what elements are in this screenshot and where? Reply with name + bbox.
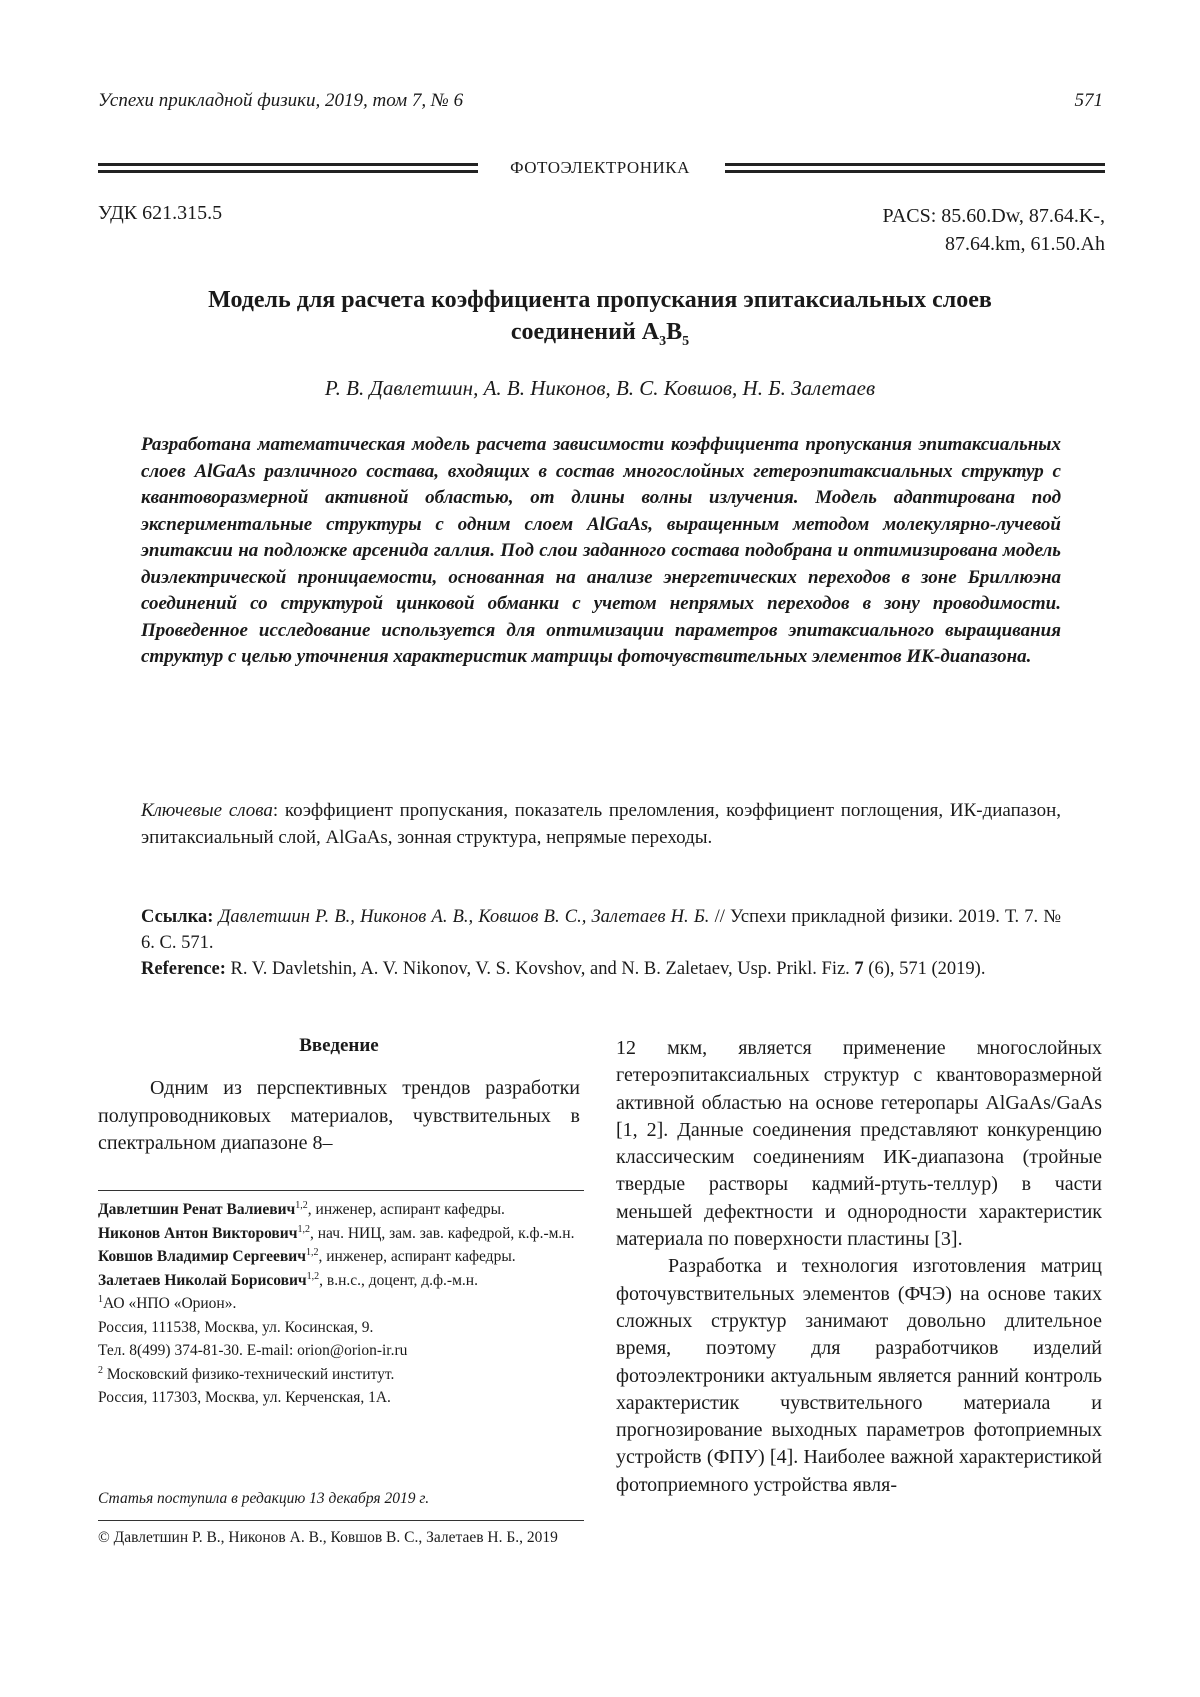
footnote-author-3 xyxy=(98,1245,584,1269)
intro-col2-paragraph-2: Разработка и технология изготовления матриц фоточувствительных элементов (ФЧЭ) на основе таких сложных структур занимают довольно длительное время, поэтому для разработчиков изделий фотоэлектроники актуальным является ранний контроль характеристик чувствительного материала и прогнозирование выходных параметров фотоприемных устройств (ФПУ) [4]. Наиболее важной характеристикой фотоприемного устройства явля- xyxy=(616,1255,1102,1496)
citation-en-text: R. V. Davletshin, A. V. Nikonov, V. S. Kovshov, and N. B. Zaletaev, Usp. Prikl. Fiz. xyxy=(230,959,850,979)
pacs-line-1: PACS: 85.60.Dw, 87.64.K-, xyxy=(882,205,1105,227)
citation-en-volume: 7 xyxy=(854,959,864,979)
title-line-1: Модель для расчета коэффициента пропускания эпитаксиальных слоев xyxy=(208,287,992,313)
footnote-author-2-name: Никонов Антон Викторович xyxy=(98,1224,298,1242)
intro-col2-paragraph-1: 12 мкм, является применение многослойных гетероэпитаксиальных структур с квантоворазмерной активной областью на основе гетеропары AlGaAs/GaAs [1, 2]. Данные соединения представляют конкуренцию классическим соединениям ИК-диапазона (тройные твердые растворы кадмий-ртуть-теллур) в части меньшей дефектности и однородности характеристик материала по поверхности пластины [3]. xyxy=(616,1037,1102,1251)
keywords-label: Ключевые слова xyxy=(141,800,273,821)
citation-en-label: Reference: xyxy=(141,959,226,979)
footnote-author-4-name: Залетаев Николай Борисович xyxy=(98,1271,307,1289)
section-title: ФОТОЭЛЕКТРОНИКА xyxy=(510,158,690,177)
footnote-author-3-text: , инженер, аспирант кафедры. xyxy=(318,1248,516,1265)
footnote-author-4-sup: 1,2 xyxy=(306,1270,320,1282)
footnote-org-2-address: Россия, 117303, Москва, ул. Керченская, 1А. xyxy=(98,1389,391,1406)
udk-code: УДК 621.315.5 xyxy=(98,202,223,224)
citation-ru xyxy=(141,904,1061,956)
footnote-author-4 xyxy=(98,1269,584,1293)
abstract: Разработана математическая модель расчета зависимости коэффициента пропускания эпитаксиальных слоев AlGaAs различного состава, входящих в состав многослойных гетероэпитаксиальных структур с квантоворазмерной активной областью, от длины волны излучения. Модель адаптирована под экспериментальные структуры с одним слоем AlGaAs, выращенным методом молекулярно-лучевой эпитаксии на подложке арсенида галлия. Под слои заданного состава подобрана и оптимизирована модель диэлектрической проницаемости, основанная на анализе энергетических переходов в зоне Бриллюэна соединений со структурой цинковой обманки с учетом непрямых переходов в зону проводимости. Проведенное исследование используется для оптимизации параметров эпитаксиального выращивания структур с целью уточнения характеристик матрицы фоточувствительных элементов ИК-диапазона. xyxy=(141,434,1061,667)
footnote-author-1-sup: 1,2 xyxy=(295,1199,308,1211)
author-footnotes xyxy=(98,1198,584,1410)
footnote-org-1-contact: Тел. 8(499) 374-81-30. E-mail: orion@orion-ir.ru xyxy=(98,1342,408,1359)
intro-col1-paragraph: Одним из перспективных трендов разработки полупроводниковых материалов, чувствительных в спектральном диапазоне 8– xyxy=(98,1077,580,1154)
footnote-rule xyxy=(98,1190,584,1191)
copyright: © Давлетшин Р. В., Никонов А. В., Ковшов В. С., Залетаев Н. Б., 2019 xyxy=(98,1529,558,1546)
received-date: Статья поступила в редакцию 13 декабря 2019 г. xyxy=(98,1490,430,1507)
pacs-line-2: 87.64.km, 61.50.Ah xyxy=(945,233,1105,255)
title-line-2 xyxy=(100,316,1100,348)
keywords-text: : коэффициент пропускания, показатель преломления, коэффициент поглощения, ИК-диапазон, эпитаксиальный слой, AlGaAs, зонная структура, непрямые переходы. xyxy=(141,800,1061,848)
title-line-2-mid: B xyxy=(666,319,683,345)
footnote-author-4-text: , в.н.с., доцент, д.ф.-м.н. xyxy=(319,1271,478,1289)
footnote-org-2-name: Московский физико-технический институт. xyxy=(103,1365,395,1383)
footnote-author-2-text: , нач. НИЦ, зам. зав. кафедрой, к.ф.-м.н. xyxy=(309,1224,575,1242)
paper-title xyxy=(100,284,1100,348)
keywords xyxy=(141,798,1061,851)
intro-heading: Введение xyxy=(299,1035,379,1056)
footnote-author-3-sup: 1,2 xyxy=(305,1246,319,1258)
title-subscript-1: 3 xyxy=(659,333,667,349)
authors: Р. В. Давлетшин, А. В. Никонов, В. С. Ковшов, Н. Б. Залетаев xyxy=(324,376,876,400)
footnote-org-1 xyxy=(98,1292,584,1316)
footnote-author-2-sup: 1,2 xyxy=(297,1223,310,1235)
footnote-author-1-text: , инженер, аспирант кафедры. xyxy=(307,1201,505,1218)
footnote-org-2 xyxy=(98,1363,584,1387)
pacs-codes xyxy=(883,202,1105,258)
footnote-org-2-sup: 2 xyxy=(98,1364,103,1376)
citation-en xyxy=(141,956,1061,982)
citation xyxy=(141,904,1061,982)
intro-column-2 xyxy=(616,1035,1102,1499)
footnote-org-1-address: Россия, 111538, Москва, ул. Косинская, 9. xyxy=(98,1318,374,1336)
copyright-rule xyxy=(98,1520,584,1521)
citation-en-rest: (6), 571 (2019). xyxy=(868,959,986,979)
footnote-author-1-name: Давлетшин Ренат Валиевич xyxy=(98,1201,296,1218)
intro-column-1 xyxy=(98,1075,580,1158)
footnote-author-3-name: Ковшов Владимир Сергеевич xyxy=(98,1248,306,1265)
citation-ru-label: Ссылка: xyxy=(141,907,214,927)
citation-ru-rest: // Успехи прикладной физики. 2019. Т. 7. № 6. С. 571. xyxy=(141,907,1062,953)
title-line-2-text: соединений A xyxy=(510,319,660,345)
footnote-author-1 xyxy=(98,1198,584,1222)
citation-ru-authors: Давлетшин Р. В., Никонов А. В., Ковшов В. С., Залетаев Н. Б. xyxy=(218,907,710,927)
page-number: 571 xyxy=(1074,90,1103,111)
journal-header: Успехи прикладной физики, 2019, том 7, № 6 xyxy=(98,90,464,111)
footnote-org-1-name: АО «НПО «Орион». xyxy=(103,1295,237,1312)
title-subscript-2: 5 xyxy=(682,333,690,349)
footnote-org-1-sup: 1 xyxy=(98,1293,103,1305)
footnote-author-2 xyxy=(98,1222,584,1246)
